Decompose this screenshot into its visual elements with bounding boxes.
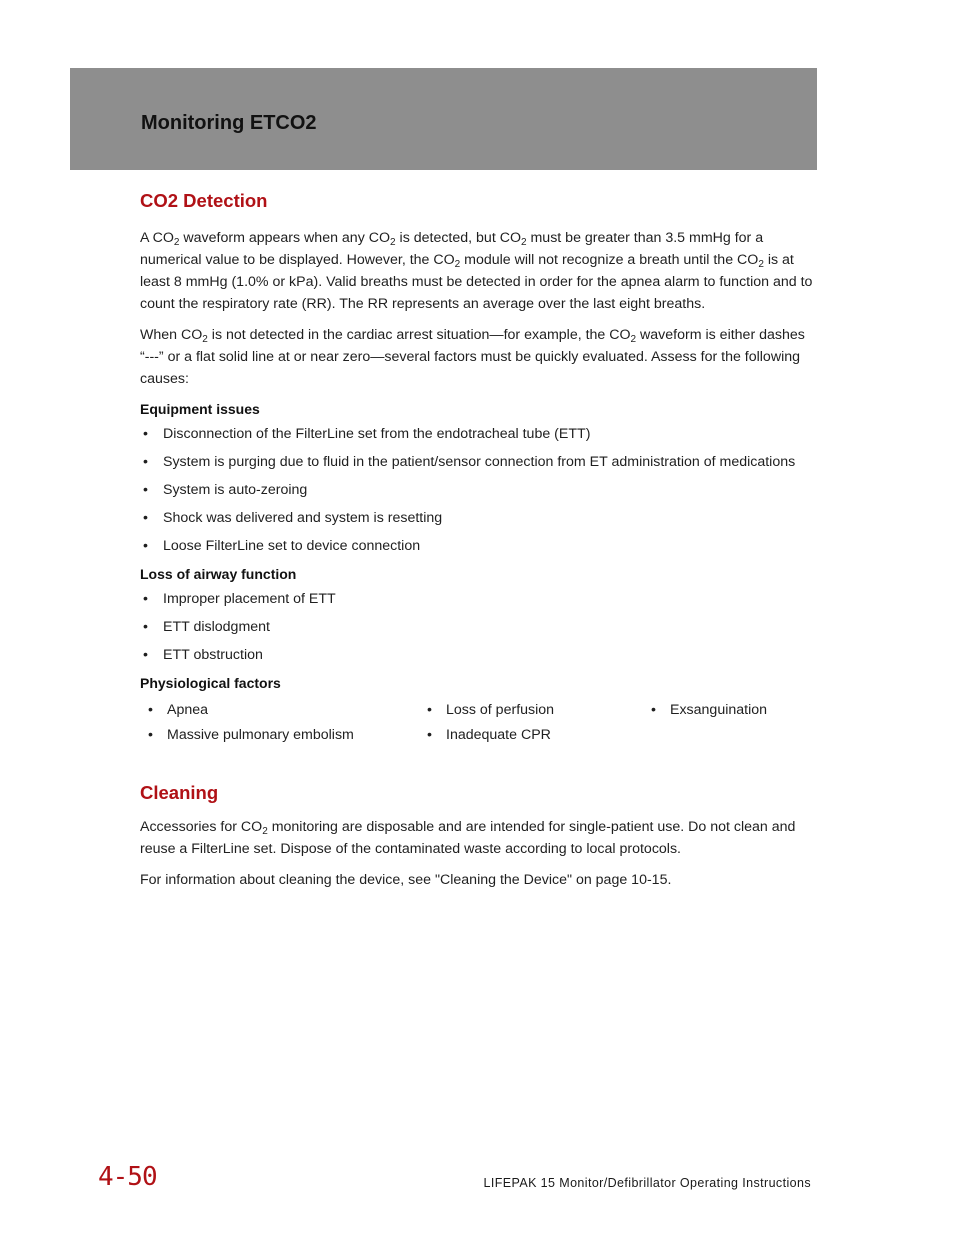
- subheading-equipment-issues: Equipment issues: [140, 401, 260, 417]
- cleaning-paragraph-1: Accessories for $CO_2$ monitoring are disposable and are intended for single-patient use. Do not clean and reuse a FilterLine set. Dispose of the contaminated waste according to local protocols.: [140, 819, 796, 857]
- page-title: Monitoring ETCO2: [141, 112, 317, 134]
- list-item: • ETT obstruction: [140, 644, 816, 666]
- section-heading-co2-detection: CO2 Detection: [140, 190, 268, 211]
- airway-function-list: [140, 588, 816, 666]
- list-item: • Improper placement of ETT: [140, 588, 816, 610]
- list-item: • Exsanguination: [648, 698, 808, 723]
- list-item: • Disconnection of the FilterLine set from the endotracheal tube (ETT): [140, 423, 816, 445]
- list-item: • Apnea: [145, 698, 424, 723]
- physiological-factors-list: [140, 698, 816, 748]
- detection-paragraph-2: When $CO_2$ is not detected in the cardiac arrest situation—for example, the $CO_2$ waveform is either dashes “---” or a flat solid line at or near zero—several factors must be quickly evaluated. Assess for the following causes:: [140, 327, 805, 387]
- page-number: 4-50: [98, 1162, 157, 1192]
- subheading-physiological-factors: Physiological factors: [140, 675, 281, 691]
- subheading-loss-of-airway-function: Loss of airway function: [140, 566, 297, 582]
- list-item: • Inadequate CPR: [424, 723, 648, 748]
- list-item: • Shock was delivered and system is resetting: [140, 507, 816, 529]
- footer-document-title: LIFEPAK 15 Monitor/Defibrillator Operating Instructions: [483, 1176, 811, 1190]
- list-item: • ETT dislodgment: [140, 616, 816, 638]
- list-item: • System is auto-zeroing: [140, 479, 816, 501]
- list-item: • Massive pulmonary embolism: [145, 723, 424, 748]
- main-content: [140, 190, 816, 891]
- detection-paragraph-1: A $CO_2$ waveform appears when any $CO_2$ is detected, but $CO_2$ must be greater than 3.5 mmHg for a numerical value to be displayed. However, the $CO_2$ module will not recognize a breath until the $CO_2$ is at least 8 mmHg (1.0% or kPa). Valid breaths must be detected in order for the apnea alarm to function and to count the respiratory rate (RR). The RR represents an average over the last eight breaths.: [140, 230, 813, 312]
- section-heading-cleaning: Cleaning: [140, 782, 219, 803]
- equipment-issues-list: [140, 423, 816, 557]
- list-item: • Loss of perfusion: [424, 698, 648, 723]
- list-item: • Loose FilterLine set to device connection: [140, 535, 816, 557]
- list-item: • System is purging due to fluid in the patient/sensor connection from ET administration of medications: [140, 451, 816, 473]
- cleaning-paragraph-2: For information about cleaning the device, see "Cleaning the Device" on page 10-15.: [140, 872, 672, 888]
